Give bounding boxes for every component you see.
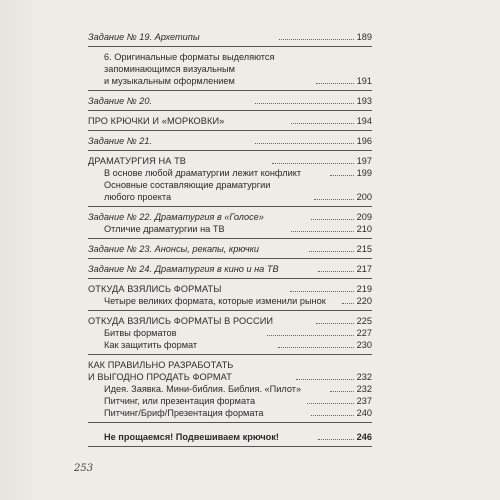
dot-leader xyxy=(272,163,354,164)
dot-leader xyxy=(316,323,354,324)
dot-leader xyxy=(267,335,354,336)
toc-entry-title: Задание № 20. xyxy=(88,96,153,106)
toc-entry-page: 200 xyxy=(356,192,372,202)
toc-entry-title: Не прощаемся! Подвешиваем крючок! xyxy=(104,432,279,442)
toc-entry-title: Питчинг/Бриф/Презентация формата xyxy=(104,408,264,418)
dot-leader xyxy=(291,231,354,232)
dot-leader xyxy=(318,271,354,272)
toc-entry xyxy=(88,211,372,223)
toc-entry xyxy=(88,95,372,107)
divider xyxy=(88,110,372,111)
divider xyxy=(88,310,372,311)
toc-entry xyxy=(88,31,372,43)
toc-entry-title-line: и музыкальным оформлением xyxy=(104,76,235,86)
toc-entry xyxy=(88,263,372,275)
toc-entry-page: 219 xyxy=(356,284,372,294)
toc-entry-page: 193 xyxy=(356,96,373,106)
toc-entry-page: 189 xyxy=(356,32,373,42)
dot-leader xyxy=(279,39,354,40)
toc-entry-page: 191 xyxy=(356,76,373,86)
toc-entry xyxy=(88,51,372,87)
toc-entry xyxy=(88,283,372,295)
dot-leader xyxy=(318,439,354,440)
divider xyxy=(88,90,372,91)
toc-entry xyxy=(88,327,372,339)
dot-leader xyxy=(330,391,354,392)
divider xyxy=(88,206,372,207)
toc-entry-page: 197 xyxy=(356,156,372,166)
toc-entry-title-line: запоминающимся визуальным xyxy=(104,64,235,74)
toc-entry xyxy=(88,223,372,235)
toc-entry-page: 230 xyxy=(356,340,372,350)
toc-entry-title: Отличие драматургии на ТВ xyxy=(104,224,225,234)
toc-entry-title xyxy=(104,179,312,203)
divider xyxy=(88,238,372,239)
toc-entry xyxy=(88,295,372,307)
dot-leader xyxy=(316,83,354,84)
toc-entry-title: Задание № 22. Драматургия в «Голосе» xyxy=(88,212,264,222)
toc-entry-title-line: КАК ПРАВИЛЬНО РАЗРАБОТАТЬ xyxy=(88,360,234,370)
toc-entry xyxy=(88,407,372,419)
toc-entry-title: Задание № 24. Драматургия в кино и на ТВ xyxy=(88,264,279,274)
toc-entry-page: 210 xyxy=(356,224,372,234)
toc-entry xyxy=(88,431,372,443)
table-of-contents xyxy=(88,31,372,451)
dot-leader xyxy=(255,143,354,144)
dot-leader xyxy=(291,123,354,124)
toc-entry-title-line: 6. Оригинальные форматы выделяются xyxy=(104,52,275,62)
dot-leader xyxy=(309,251,354,252)
divider xyxy=(88,354,372,355)
toc-entry-page: 220 xyxy=(356,296,373,306)
toc-entry-title xyxy=(104,51,314,87)
toc-entry-title: Битвы форматов xyxy=(104,328,177,338)
toc-entry-title-line: И ВЫГОДНО ПРОДАТЬ ФОРМАТ xyxy=(88,372,232,382)
toc-entry-page: 232 xyxy=(356,384,372,394)
toc-entry-title xyxy=(88,359,294,383)
toc-entry-title: Идея. Заявка. Мини-библия. Библия. «Пилот» xyxy=(104,384,302,394)
page-number: 253 xyxy=(74,463,94,474)
toc-entry-title: Задание № 23. Анонсы, рекапы, крючки xyxy=(88,244,260,254)
dot-leader xyxy=(296,379,354,380)
divider xyxy=(88,422,372,423)
divider xyxy=(88,278,372,279)
toc-entry-title: ОТКУДА ВЗЯЛИСЬ ФОРМАТЫ В РОССИИ xyxy=(88,316,274,326)
toc-entry xyxy=(88,383,372,395)
toc-entry-page: 215 xyxy=(356,244,372,254)
toc-entry xyxy=(88,243,372,255)
toc-entry-title: ОТКУДА ВЗЯЛИСЬ ФОРМАТЫ xyxy=(88,284,222,294)
dot-leader xyxy=(311,219,354,220)
toc-entry-title: ПРО КРЮЧКИ И «МОРКОВКИ» xyxy=(88,116,225,126)
toc-entry-title: Питчинг, или презентация формата xyxy=(104,396,256,406)
toc-entry-page: 227 xyxy=(356,328,373,338)
divider xyxy=(88,130,372,131)
toc-entry-title: Задание № 19. Архетипы xyxy=(88,32,200,42)
toc-entry-title: Четыре великих формата, которые изменили рынок xyxy=(104,296,326,306)
toc-entry-page: 196 xyxy=(356,136,373,146)
toc-entry xyxy=(88,167,372,179)
toc-entry xyxy=(88,155,372,167)
toc-entry xyxy=(88,135,372,147)
toc-entry-page: 246 xyxy=(356,432,373,442)
toc-entry xyxy=(88,115,372,127)
dot-leader xyxy=(290,291,354,292)
divider xyxy=(88,258,372,259)
toc-entry xyxy=(88,315,372,327)
toc-entry-title-line: любого проекта xyxy=(104,192,172,202)
toc-entry-page: 209 xyxy=(356,212,372,222)
divider xyxy=(88,446,372,447)
dot-leader xyxy=(330,175,354,176)
toc-entry-page: 194 xyxy=(356,116,372,126)
toc-entry xyxy=(88,395,372,407)
toc-entry-page: 217 xyxy=(356,264,373,274)
toc-entry-title: Как защитить формат xyxy=(104,340,198,350)
dot-leader xyxy=(342,303,354,304)
dot-leader xyxy=(255,103,354,104)
dot-leader xyxy=(278,347,354,348)
toc-entry-page: 240 xyxy=(356,408,372,418)
toc-entry xyxy=(88,179,372,203)
toc-entry-title: ДРАМАТУРГИЯ НА ТВ xyxy=(88,156,187,166)
dot-leader xyxy=(307,403,354,404)
toc-entry xyxy=(88,359,372,383)
dot-leader xyxy=(314,199,354,200)
toc-entry-title: В основе любой драматургии лежит конфликт xyxy=(104,168,302,178)
toc-entry-title: Задание № 21. xyxy=(88,136,153,146)
toc-entry-page: 232 xyxy=(356,372,373,382)
toc-entry-page: 225 xyxy=(356,316,373,326)
toc-entry-page: 199 xyxy=(356,168,372,178)
toc-entry xyxy=(88,339,372,351)
toc-entry-title-line: Основные составляющие драматургии xyxy=(104,180,271,190)
dot-leader xyxy=(311,415,354,416)
divider xyxy=(88,150,372,151)
toc-entry-page: 237 xyxy=(356,396,372,406)
divider xyxy=(88,46,372,47)
